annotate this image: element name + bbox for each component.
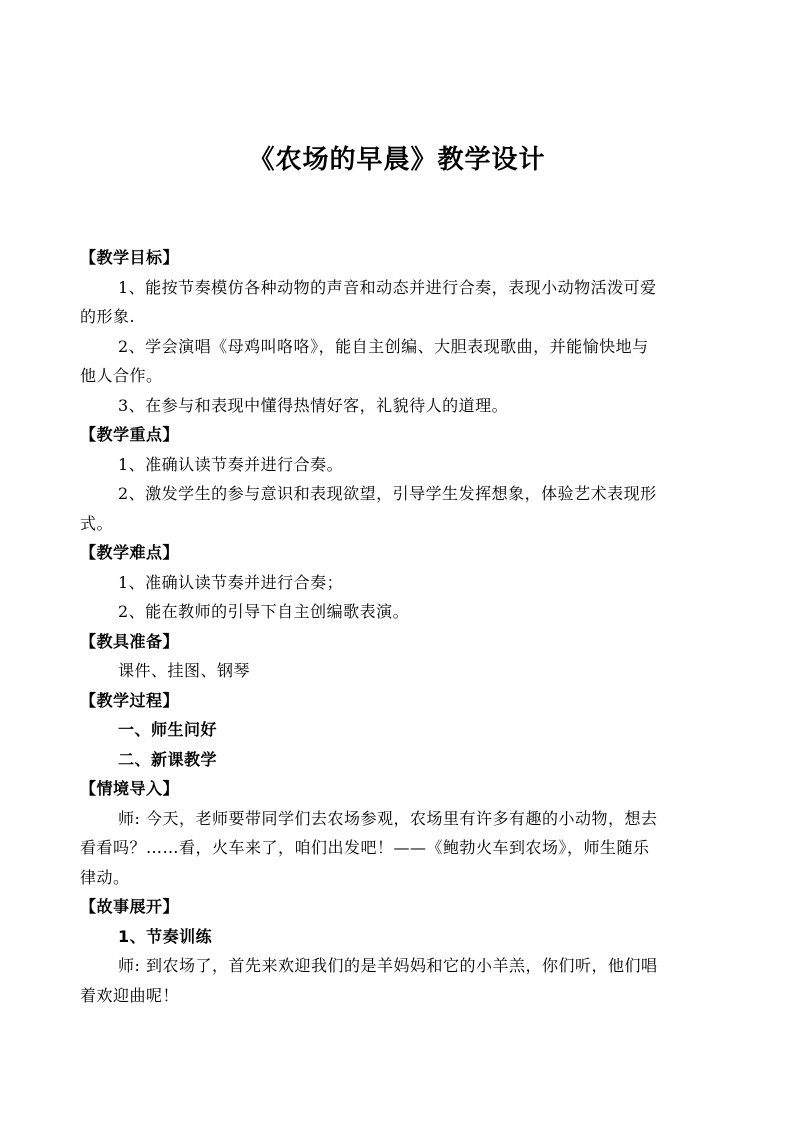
- paragraph-line: 2、激发学生的参与意识和表现欲望，引导学生发挥想象，体验艺术表现形: [118, 484, 657, 503]
- paragraph-line: 3、在参与和表现中懂得热情好客，礼貌待人的道理。: [118, 395, 509, 415]
- subheading: 一、师生问好: [118, 720, 218, 739]
- section-heading-story: 【故事展开】: [80, 897, 180, 916]
- paragraph-line: 师: 到农场了，首先来欢迎我们的是羊妈妈和它的小羊羔，你们听，他们唱: [118, 956, 658, 975]
- paragraph-line: 课件、挂图、钢琴: [118, 661, 251, 680]
- paragraph-line: 他人合作。: [80, 366, 163, 385]
- document-title: 《农场的早晨》教学设计: [248, 145, 546, 175]
- section-heading-key-points: 【教学重点】: [80, 425, 180, 444]
- section-heading-objectives: 【教学目标】: [80, 248, 180, 267]
- paragraph-line: 2、学会演唱《母鸡叫咯咯》，能自主创编、大胆表现歌曲，并能愉快地与: [118, 336, 649, 356]
- paragraph-line: 律动。: [80, 867, 130, 887]
- section-heading-process: 【教学过程】: [80, 690, 180, 710]
- paragraph-line: 师: 今天，老师要带同学们去农场参观，农场里有许多有趣的小动物，想去: [118, 808, 658, 828]
- paragraph-line: 1、能按节奏模仿各种动物的声音和动态并进行合奏，表现小动物活泼可爱: [118, 277, 657, 297]
- section-heading-difficulties: 【教学难点】: [80, 543, 180, 562]
- document-body: [80, 243, 730, 1010]
- subheading: 1、节奏训练: [118, 926, 213, 946]
- paragraph-line: 式。: [80, 513, 114, 533]
- paragraph-line: 看看吗？……看，火车来了，咱们出发吧！——《鲍勃火车到农场》，师生随乐: [80, 838, 650, 857]
- paragraph-line: 1、准确认读节奏并进行合奏。: [118, 454, 344, 474]
- section-heading-introduction: 【情境导入】: [80, 779, 180, 798]
- paragraph-line: 的形象.: [80, 307, 136, 326]
- subheading: 二、新课教学: [118, 749, 218, 769]
- paragraph-line: 1、准确认读节奏并进行合奏；: [118, 572, 344, 592]
- paragraph-line: 2、能在教师的引导下自主创编歌表演。: [118, 602, 410, 621]
- paragraph-line: 着欢迎曲呢！: [80, 985, 180, 1005]
- section-heading-materials: 【教具准备】: [80, 631, 180, 651]
